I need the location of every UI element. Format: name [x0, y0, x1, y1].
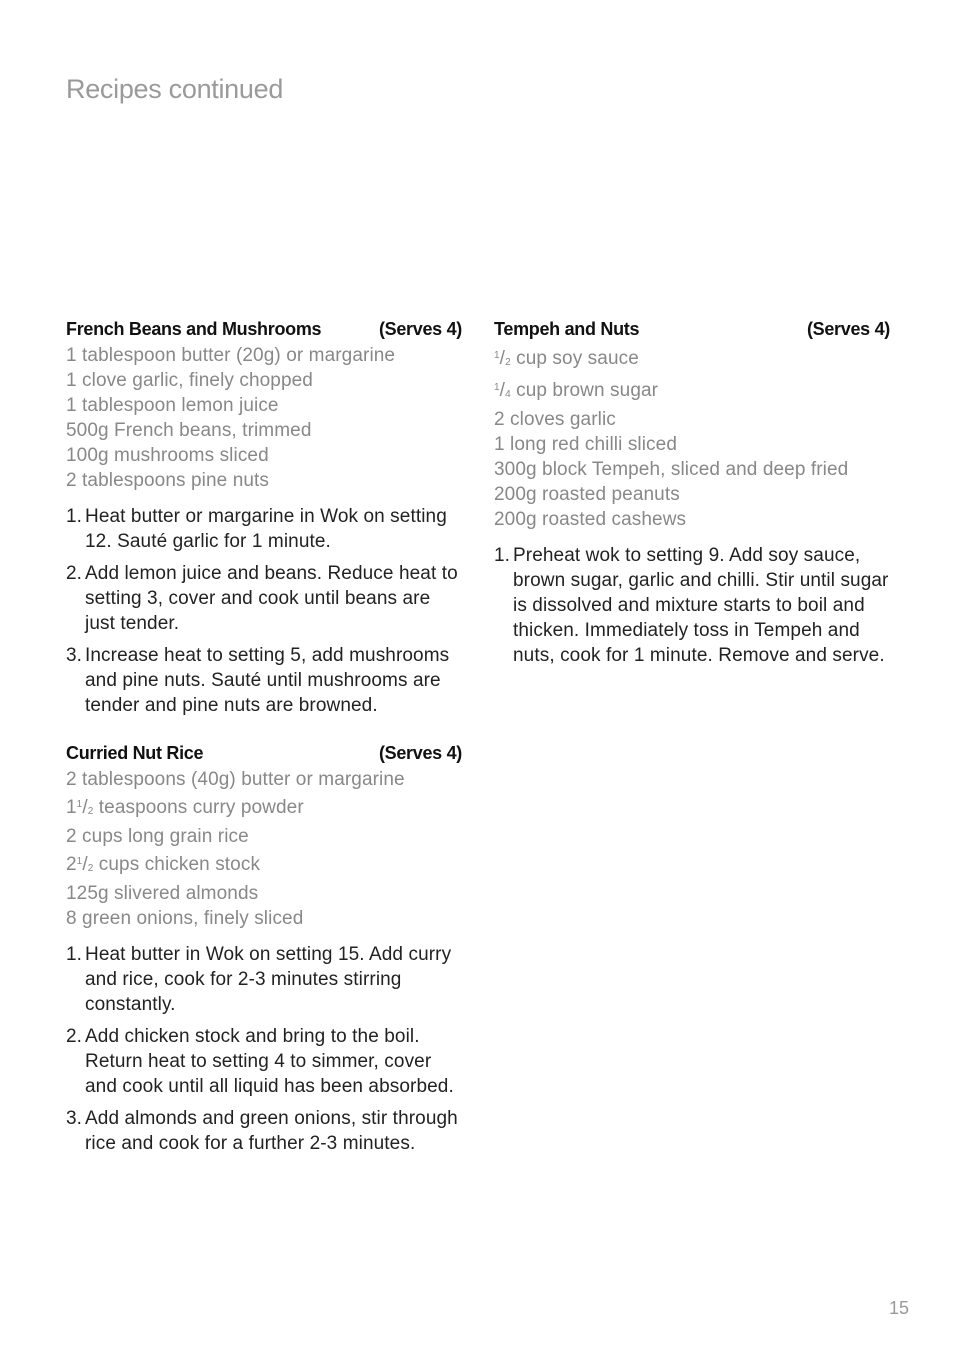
- recipe-tempeh-and-nuts: [494, 316, 890, 668]
- step-text: Add lemon juice and beans. Reduce heat to setting 3, cover and cook until beans are just tender.: [85, 563, 458, 634]
- recipe-header: [66, 740, 462, 767]
- ingredient-item: [66, 906, 462, 931]
- left-column: [66, 316, 462, 1178]
- ingredient-item: [66, 792, 462, 824]
- ingredient-item: [66, 443, 462, 468]
- fraction-numerator: 1: [76, 856, 83, 867]
- fraction-numerator: 1: [76, 799, 83, 810]
- ingredient-list: [66, 343, 462, 493]
- recipe-header: [66, 316, 462, 343]
- ingredient-list: [66, 767, 462, 931]
- method-step: [66, 504, 462, 554]
- ingredient-text: 200g roasted peanuts: [494, 484, 680, 505]
- ingredient-item: [66, 393, 462, 418]
- recipe-curried-nut-rice: [66, 740, 462, 1156]
- step-number: 3.: [66, 1108, 83, 1129]
- fraction-numerator: 1: [494, 350, 500, 361]
- fraction-slash: /: [82, 854, 88, 875]
- ingredient-text: cups chicken stock: [93, 854, 261, 875]
- step-text: Increase heat to setting 5, add mushrooms and pine nuts. Sauté until mushrooms are tender and pine nuts are browned.: [85, 645, 450, 716]
- method-step: [66, 1106, 462, 1156]
- fraction-slash: /: [82, 797, 88, 818]
- recipe-title: French Beans and Mushrooms: [66, 319, 322, 339]
- ingredient-text: 2 tablespoons (40g) butter or margarine: [66, 769, 405, 790]
- ingredient-item: [66, 418, 462, 443]
- ingredient-item: [494, 457, 890, 482]
- ingredient-text: 1 clove garlic, finely chopped: [66, 370, 313, 391]
- page-number: 15: [889, 1298, 910, 1318]
- ingredient-item: [66, 849, 462, 881]
- fraction-denominator: 2: [87, 806, 94, 817]
- ingredient-item: [494, 375, 890, 407]
- step-text: Heat butter or margarine in Wok on setting 12. Sauté garlic for 1 minute.: [85, 506, 447, 552]
- fraction-denominator: 2: [87, 863, 94, 874]
- step-text: Add chicken stock and bring to the boil. Return heat to setting 4 to simmer, cover and cook until all liquid has been absorbed.: [85, 1026, 454, 1097]
- ingredient-text: 2 tablespoons pine nuts: [66, 470, 270, 491]
- ingredient-item: [66, 343, 462, 368]
- method-step: [66, 561, 462, 636]
- method-step: [66, 1024, 462, 1099]
- ingredient-item: [66, 468, 462, 493]
- fraction-slash: /: [499, 348, 506, 369]
- fraction-denominator: 4: [505, 389, 511, 400]
- ingredient-text: cup brown sugar: [510, 380, 659, 401]
- ingredient-item: [66, 767, 462, 792]
- step-number: 2.: [66, 1026, 83, 1047]
- recipe-french-beans: [66, 316, 462, 718]
- step-number: 1.: [494, 545, 511, 566]
- ingredient-text: 2 cups long grain rice: [66, 826, 249, 847]
- step-number: 1.: [66, 944, 83, 965]
- method-step: [66, 942, 462, 1017]
- ingredient-item: [66, 881, 462, 906]
- ingredient-whole: 1: [66, 797, 77, 818]
- ingredient-item: [494, 343, 890, 375]
- ingredient-item: [494, 482, 890, 507]
- ingredient-text: 1 long red chilli sliced: [494, 434, 677, 455]
- method-list: [494, 543, 890, 668]
- ingredient-text: 100g mushrooms sliced: [66, 445, 269, 466]
- ingredient-text: 500g French beans, trimmed: [66, 420, 312, 441]
- ingredient-text: 8 green onions, finely sliced: [66, 908, 304, 929]
- serves-label: (Serves 4): [806, 319, 890, 339]
- ingredient-item: [494, 432, 890, 457]
- serves-label: (Serves 4): [378, 319, 462, 339]
- recipe-title: Curried Nut Rice: [66, 743, 204, 763]
- method-step: [66, 643, 462, 718]
- ingredient-item: [494, 407, 890, 432]
- ingredient-item: [66, 824, 462, 849]
- ingredient-text: 2 cloves garlic: [494, 409, 616, 430]
- fraction-slash: /: [499, 380, 506, 401]
- ingredient-text: 1 tablespoon lemon juice: [66, 395, 279, 416]
- ingredient-text: 300g block Tempeh, sliced and deep fried: [494, 459, 849, 480]
- ingredient-text: teaspoons curry powder: [93, 797, 304, 818]
- fraction-denominator: 2: [505, 357, 511, 368]
- ingredient-text: 1 tablespoon butter (20g) or margarine: [66, 345, 396, 366]
- step-text: Preheat wok to setting 9. Add soy sauce, brown sugar, garlic and chilli. Stir until sugar is dissolved and mixture starts to boil and thicken. Immediately toss in Tempeh and nuts, cook for 1 minute. Remove and serve.: [513, 545, 889, 666]
- method-list: [66, 942, 462, 1156]
- step-text: Heat butter in Wok on setting 15. Add curry and rice, cook for 2-3 minutes stirring constantly.: [85, 944, 452, 1015]
- ingredient-whole: 2: [66, 854, 77, 875]
- ingredient-list: [494, 343, 890, 532]
- recipe-title: Tempeh and Nuts: [494, 319, 640, 339]
- ingredient-text: cup soy sauce: [510, 348, 639, 369]
- ingredient-item: [494, 507, 890, 532]
- serves-label: (Serves 4): [378, 743, 462, 763]
- step-number: 1.: [66, 506, 83, 527]
- step-text: Add almonds and green onions, stir through rice and cook for a further 2-3 minutes.: [85, 1108, 458, 1154]
- ingredient-item: [66, 368, 462, 393]
- fraction-numerator: 1: [494, 382, 500, 393]
- page-title: Recipes continued: [66, 74, 284, 105]
- ingredient-text: 125g slivered almonds: [66, 883, 259, 904]
- recipe-header: [494, 316, 890, 343]
- ingredient-text: 200g roasted cashews: [494, 509, 687, 530]
- step-number: 2.: [66, 563, 83, 584]
- method-list: [66, 504, 462, 718]
- right-column: [494, 316, 890, 690]
- method-step: [494, 543, 890, 668]
- step-number: 3.: [66, 645, 83, 666]
